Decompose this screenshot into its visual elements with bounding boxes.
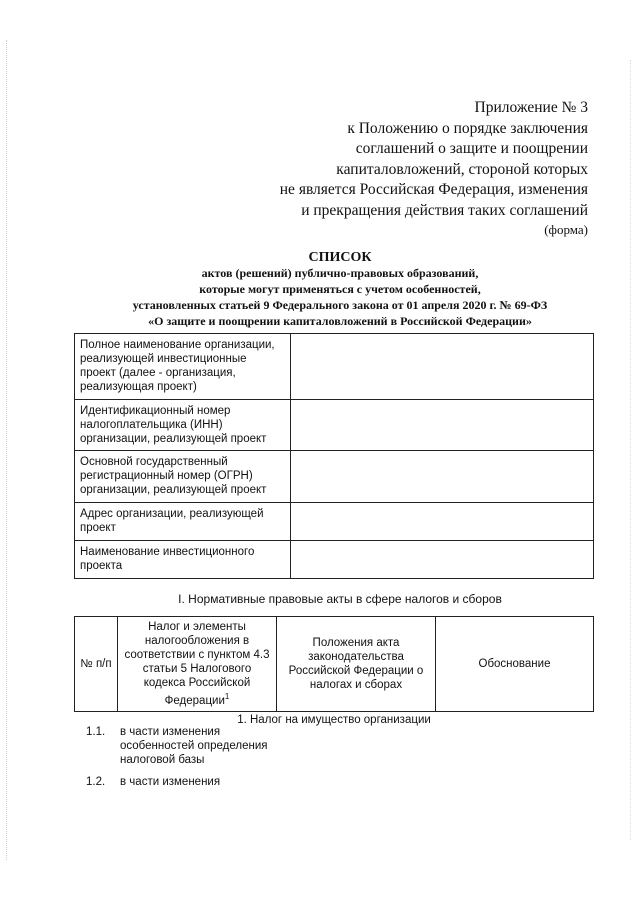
organization-table	[74, 333, 594, 579]
table-row	[75, 451, 594, 503]
subtitle-line: актов (решений) публично-правовых образований,	[201, 266, 479, 280]
table-row	[75, 541, 594, 579]
item-text: в части изменения особенностей определения налоговой базы	[120, 726, 268, 766]
item-text: в части изменения	[120, 776, 221, 788]
header-basis: Обоснование	[436, 617, 594, 712]
scan-edge-right	[630, 60, 632, 840]
appendix-line: и прекращения действия таких соглашений	[301, 201, 588, 219]
section-title: I. Нормативные правовые акты в сфере налогов и сборов	[178, 592, 502, 606]
appendix-line: соглашений о защите и поощрении	[355, 140, 588, 157]
item-number: 1.2.	[86, 776, 106, 788]
row-value-field[interactable]	[291, 451, 594, 503]
tax-acts-table	[74, 616, 594, 728]
row-value-field[interactable]	[291, 503, 594, 541]
row-value-field[interactable]	[291, 334, 594, 400]
header-provisions: Положения акта законодательства Российской Федерации о налогах и сборах	[277, 617, 436, 712]
row-label: Идентификационный номер налогоплательщика (ИНН) организации, реализующей проект	[75, 400, 291, 451]
appendix-line: Приложение № 3	[474, 99, 588, 116]
table-row	[75, 400, 594, 451]
appendix-line: к Положению о порядке заключения	[347, 119, 588, 137]
subtitle-line: «О защите и поощрении капиталовложений в Российской Федерации»	[148, 314, 532, 328]
table-row	[75, 503, 594, 541]
document-subtitle	[40, 265, 640, 329]
subtitle-line: установленных статьей 9 Федерального закона от 01 апреля 2020 г. № 69-ФЗ	[132, 298, 548, 312]
row-label: Наименование инвестиционного проекта	[75, 541, 291, 579]
appendix-header	[228, 98, 588, 221]
header-num: № п/п	[75, 617, 118, 712]
header-tax	[118, 617, 277, 712]
subtitle-line: которые могут применяться с учетом особенностей,	[199, 282, 481, 296]
row-label: Полное наименование организации, реализующей инвестиционные проект (далее - организация, реализующая проект)	[75, 334, 291, 400]
tax-subheading: 1. Налог на имущество организации	[75, 711, 594, 728]
row-label: Адрес организации, реализующей проект	[75, 503, 291, 541]
document-title: СПИСОК	[308, 250, 372, 265]
row-value-field[interactable]	[291, 400, 594, 451]
header-tax-text: Налог и элементы налогообложения в соответствии с пунктом 4.3 статьи 5 Налогового кодекса Российской Федерации	[124, 621, 270, 707]
row-label: Основной государственный регистрационный номер (ОГРН) организации, реализующей проект	[75, 451, 291, 503]
form-label: (форма)	[544, 222, 588, 237]
appendix-line: капиталовложений, стороной которых	[336, 160, 588, 178]
row-value-field[interactable]	[291, 541, 594, 579]
appendix-line: не является Российская Федерация, изменения	[279, 181, 588, 198]
table-header-row	[75, 617, 594, 712]
footnote-marker: 1	[224, 692, 230, 701]
item-number: 1.1.	[86, 726, 106, 738]
table-row	[75, 334, 594, 400]
scan-edge-left	[6, 40, 8, 860]
